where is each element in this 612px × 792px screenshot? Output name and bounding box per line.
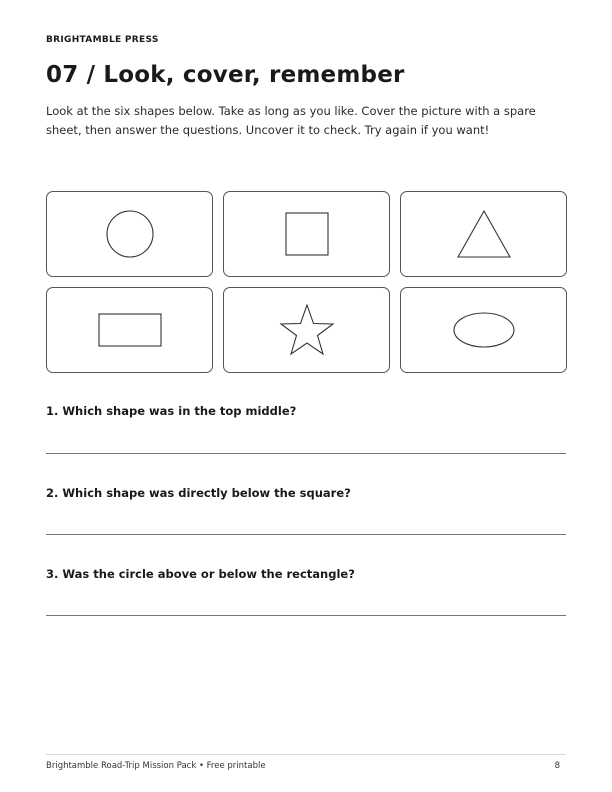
answer-line-2[interactable] <box>46 534 566 535</box>
footer-text: Brightamble Road-Trip Mission Pack • Free printable <box>46 761 266 771</box>
shape-card-oval <box>400 287 567 373</box>
question-1: 1. Which shape was in the top middle? <box>46 404 297 418</box>
footer-divider <box>46 754 566 755</box>
triangle-icon <box>457 210 511 258</box>
shape-card-triangle <box>400 191 567 277</box>
square-icon <box>285 212 329 256</box>
shape-card-star <box>223 287 390 373</box>
shape-card-rectangle <box>46 287 213 373</box>
answer-line-1[interactable] <box>46 453 566 454</box>
shape-card-circle <box>46 191 213 277</box>
question-3: 3. Was the circle above or below the rectangle? <box>46 567 355 581</box>
page-title: 07 / Look, cover, remember <box>46 62 405 88</box>
rectangle-icon <box>98 313 162 347</box>
star-icon <box>279 304 335 356</box>
publisher-name: BRIGHTAMBLE PRESS <box>46 35 159 45</box>
page-number: 8 <box>554 761 560 771</box>
answer-line-3[interactable] <box>46 615 566 616</box>
circle-icon <box>105 209 155 259</box>
shape-card-square <box>223 191 390 277</box>
question-2: 2. Which shape was directly below the square? <box>46 486 351 500</box>
oval-icon <box>452 311 516 349</box>
shape-grid <box>46 191 566 373</box>
instructions-text: Look at the six shapes below. Take as long as you like. Cover the picture with a spare sheet, then answer the questions. Uncover it to check. Try again if you want! <box>46 104 536 137</box>
